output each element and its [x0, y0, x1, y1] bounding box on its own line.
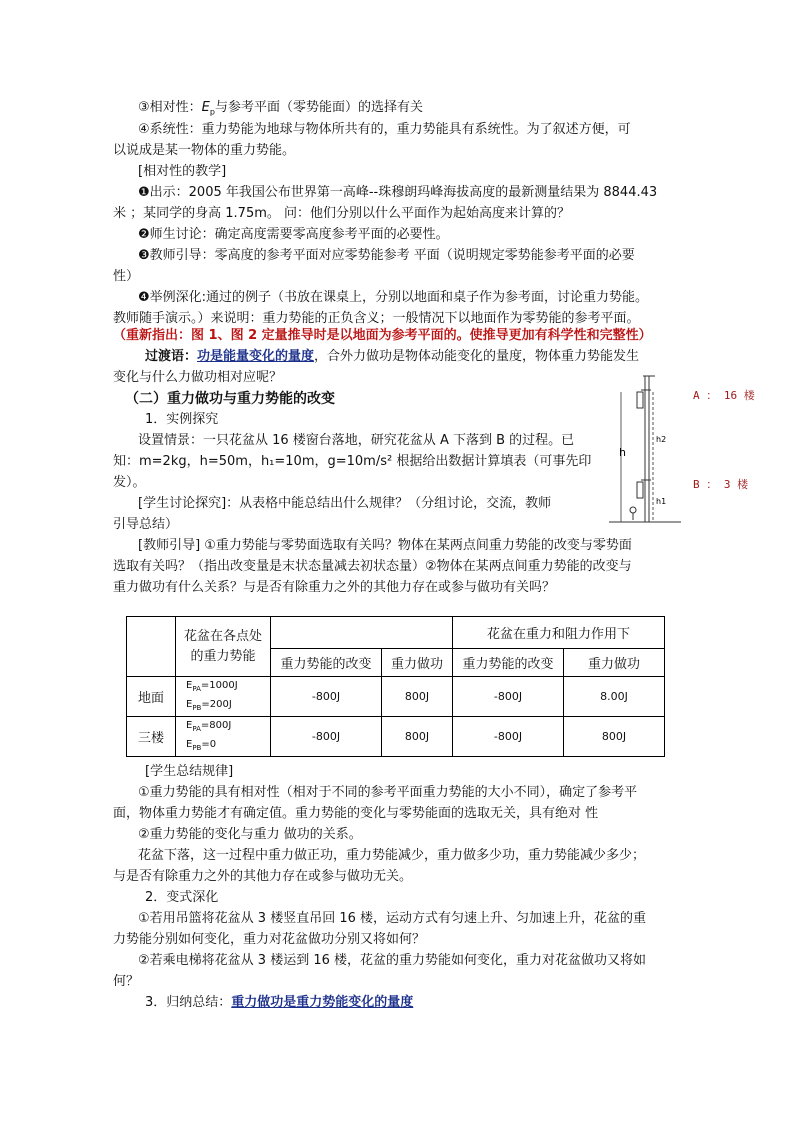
- row-label: 地面: [127, 677, 176, 717]
- cell: 800J: [382, 717, 453, 757]
- line-transition: [145, 348, 639, 366]
- text: PB: [192, 743, 202, 752]
- cell: -800J: [453, 717, 564, 757]
- text: =1000J: [200, 679, 238, 691]
- text: E: [186, 719, 193, 731]
- line: 花盆下落，这一过程中重力做正功，重力势能减少，重力做多少功，重力势能减少多少；: [138, 848, 646, 863]
- text: PA: [192, 724, 201, 733]
- text: 花盆在各点处: [183, 628, 262, 644]
- cell: -800J: [271, 677, 382, 717]
- text: =800J: [200, 719, 232, 731]
- sub-head: 重力做功: [382, 649, 453, 677]
- line: ②若乘电梯将花盆从 3 楼运到 16 楼，花盆的重力势能如何变化，重力对花盆做功又将如: [138, 953, 646, 968]
- group-head-2: 花盆在重力和阻力作用下: [453, 617, 665, 649]
- ep-cell: [176, 677, 271, 717]
- line: 米 ；某同学的身高 1.75m。 问：他们分别以什么平面作为起始高度来计算的？: [113, 206, 571, 221]
- line: 选取有关吗？（指出改变量是末状态量减去初状态量）②物体在某两点间重力势能的改变与: [113, 559, 632, 574]
- line: ①若用吊篮将花盆从 3 楼竖直吊回 16 楼，运动方式有匀速上升、匀加速上升，花盆的重: [138, 911, 646, 926]
- line: 知：m=2kg，h=50m，h₁=10m，g=10m/s² 根据给出数据计算填表（可事先印: [113, 454, 592, 469]
- line: 以说成是某一物体的重力势能。: [113, 143, 296, 158]
- h-label: h: [619, 446, 626, 459]
- group-head-1: [271, 617, 453, 649]
- h2-label: h2: [656, 435, 667, 444]
- line-systemic: ④系统性：重力势能为地球与物体所共有的，重力势能具有系统性。为了叙述方便，可: [138, 122, 631, 137]
- transition-label: 过渡语：: [145, 349, 198, 364]
- sub-head: 重力做功: [564, 649, 665, 677]
- line: ②重力势能的变化与重力 做功的关系。: [138, 827, 362, 842]
- line: 何？: [113, 974, 140, 989]
- line-summary: [145, 994, 413, 1012]
- key-phrase: 重力做功是重力势能变化的量度: [231, 995, 414, 1010]
- line-relativity: [138, 99, 423, 122]
- energy-table: [126, 616, 665, 757]
- line: 1．实例探究: [145, 412, 219, 427]
- line: [学生总结规律]: [145, 764, 234, 779]
- text: 3．归纳总结：: [145, 995, 232, 1010]
- line-red-note: （重新指出：图 1、图 2 定量推导时是以地面为参考平面的。使推导更加有科学性和完整性）: [113, 328, 652, 343]
- ep-cell: [176, 717, 271, 757]
- text: ，合外力做功是物体动能变化的量度，物体重力势能发生: [314, 349, 640, 364]
- corner-cell: [127, 617, 176, 677]
- sub-head: 重力势能的改变: [271, 649, 382, 677]
- table-row: [127, 677, 665, 717]
- cell: 8.00J: [564, 677, 665, 717]
- line: 引导总结）: [113, 517, 179, 532]
- line: 发）。: [113, 475, 146, 490]
- line: ❶出示：2005 年我国公布世界第一高峰--珠穆朗玛峰海拔高度的最新测量结果为 8844.43: [138, 185, 658, 200]
- text: ③相对性：: [138, 100, 202, 115]
- cell: -800J: [271, 717, 382, 757]
- text: 与参考平面（零势能面）的选择有关: [214, 100, 423, 115]
- ep-symbol: E: [201, 100, 210, 115]
- line: 设置情景：一只花盆从 16 楼窗台落地，研究花盆从 A 下落到 B 的过程。已: [138, 433, 575, 448]
- line: ❷师生讨论：确定高度需要零高度参考平面的必要性。: [138, 227, 449, 242]
- col-head-ep: [176, 617, 271, 677]
- cell: -800J: [453, 677, 564, 717]
- line-heading-relativity: [相对性的教学]: [138, 164, 227, 179]
- line: 与是否有除重力之外的其他力存在或参与做功无关。: [113, 869, 413, 884]
- line: 重力做功有什么关系？与是否有除重力之外的其他力存在或参与做功有关吗？: [113, 580, 556, 595]
- line: 性）: [113, 269, 140, 284]
- building-diagram: [605, 372, 685, 524]
- line: ❸教师引导：零高度的参考平面对应零势能参考 平面（说明规定零势能参考平面的必要: [138, 248, 635, 263]
- text: =0: [201, 738, 217, 750]
- text: E: [186, 679, 193, 691]
- label-b: B ： 3 楼: [693, 478, 749, 491]
- line: 面，物体重力势能才有确定值。重力势能的变化与零势能面的选取无关，具有绝对 性: [113, 806, 599, 821]
- line: [教师引导] ①重力势能与零势面选取有关吗？物体在某两点间重力势能的改变与零势面: [138, 538, 632, 553]
- text: =200J: [201, 698, 232, 710]
- line: 变化与什么力做功相对应呢？: [113, 370, 283, 385]
- table-row: [127, 717, 665, 757]
- line: 力势能分别如何变化，重力对花盆做功分别又将如何？: [113, 932, 426, 947]
- text: PA: [192, 684, 201, 693]
- cell: 800J: [382, 677, 453, 717]
- text: E: [186, 738, 193, 750]
- text: 的重力势能: [190, 648, 256, 664]
- h1-label: h1: [656, 497, 667, 506]
- text: E: [186, 698, 193, 710]
- line: [学生讨论探究]：从表格中能总结出什么规律？（分组讨论，交流，教师: [138, 496, 552, 511]
- ep-sub: p: [209, 107, 215, 117]
- key-phrase: 功是能量变化的量度: [197, 349, 315, 364]
- line: ①重力势能的具有相对性（相对于不同的参考平面重力势能的大小不同），确定了参考平: [138, 785, 638, 800]
- text: PB: [192, 703, 202, 712]
- line: 2．变式深化: [145, 890, 219, 905]
- sub-head: 重力势能的改变: [453, 649, 564, 677]
- section-heading: （二）重力做功与重力势能的改变: [125, 391, 335, 407]
- line: 教师随手演示。）来说明：重力势能的正负含义；一般情况下以地面作为零势能的参考平面。: [113, 311, 640, 326]
- line: ❹举例深化:通过的例子（书放在课桌上，分别以地面和桌子作为参考面，讨论重力势能。: [138, 290, 649, 305]
- row-label: 三楼: [127, 717, 176, 757]
- cell: 800J: [564, 717, 665, 757]
- label-a: A ： 16 楼: [693, 389, 755, 402]
